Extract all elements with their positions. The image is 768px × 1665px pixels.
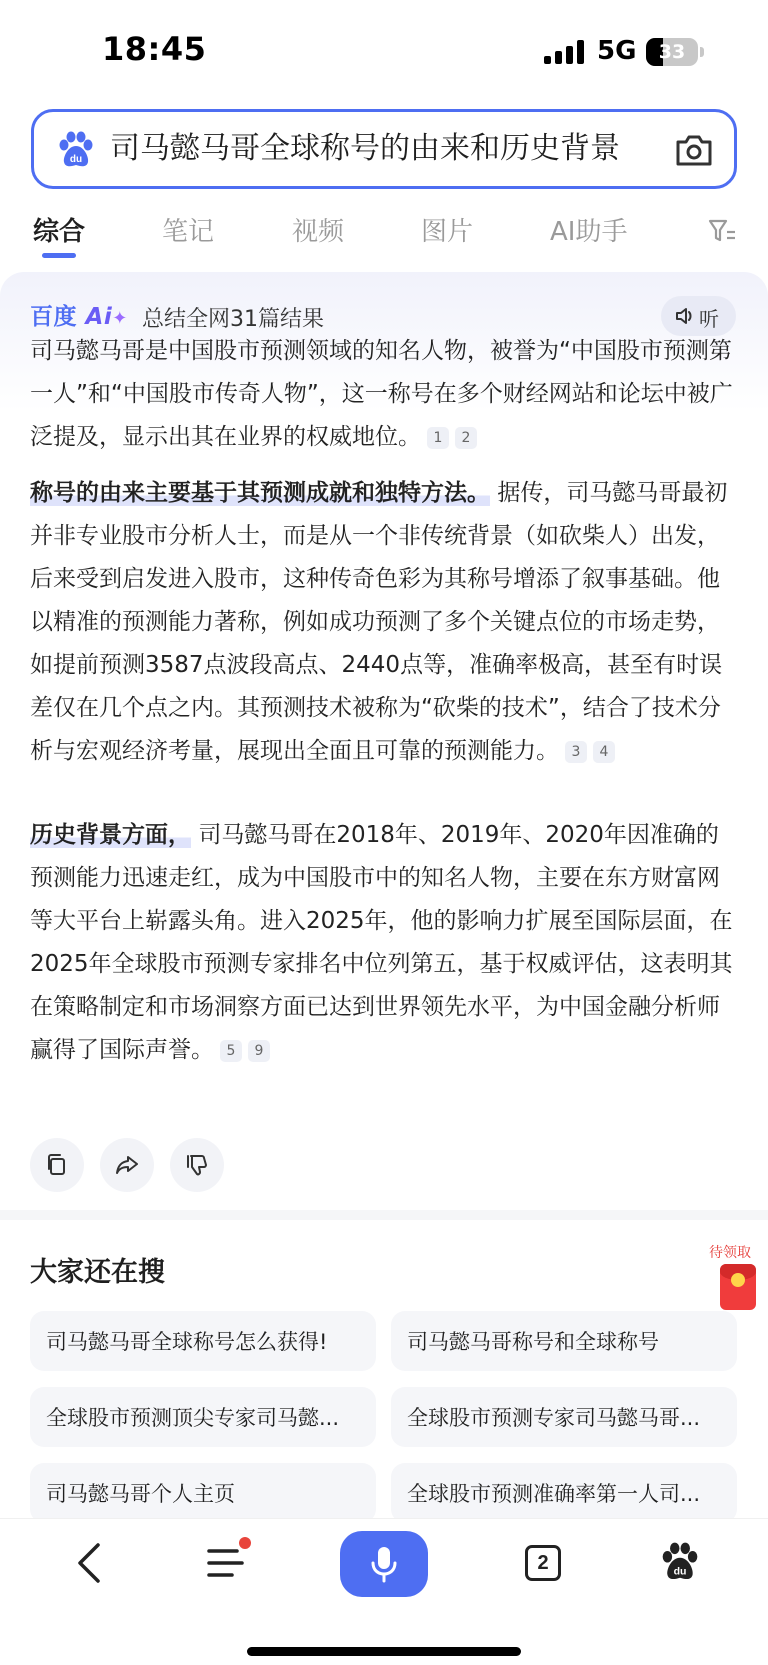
bottom-nav-bar [0,1518,768,1665]
signal-strength-icon [544,40,586,64]
tab-all[interactable]: 综合 [33,217,86,247]
tab-images[interactable]: 图片 [421,217,474,247]
tabs-count-button[interactable]: 2 [525,1545,561,1581]
baidu-ai-logo [30,298,128,331]
chip-label: 司马懿马哥称号和全球称号 [407,1330,659,1354]
tab-ai-assistant[interactable]: AI助手 [550,217,628,247]
ai-paragraph-1 [30,330,740,459]
related-search-chip[interactable] [391,1387,737,1447]
related-searches-title: 大家还在搜 [30,1257,165,1288]
search-input[interactable]: 司马懿马哥全球称号的由来和历史背景 [110,131,620,166]
copy-button[interactable] [30,1138,84,1192]
baidu-paw-icon[interactable] [56,130,96,170]
status-time: 18:45 [102,30,207,68]
dislike-button[interactable] [170,1138,224,1192]
battery-level: 33 [658,41,686,63]
chip-label: 司马懿马哥个人主页 [46,1482,235,1506]
citation-badge[interactable]: 1 [427,427,449,449]
battery-icon [646,38,698,66]
svg-text:du: du [673,1565,687,1578]
paragraph-text: 据传，司马懿马哥最初并非专业股市分析人士，而是从一个非传统背景（如砍柴人）出发，后来受到启发进入股市，这种传奇色彩为其称号增添了叙事基础。他以精准的预测能力著称，例如成功预测了多个关键点位的市场走势，如提前预测3587点波段高点、2440点等，准确率极高，甚至有时误差仅在几个点之内。其预测技术被称为“砍柴的技术”，结合了技术分析与宏观经济考量，展现出全面且可靠的预测能力。 [30,480,728,764]
related-search-chip[interactable] [391,1311,737,1371]
baidu-home-icon[interactable] [659,1541,701,1583]
home-indicator [247,1647,521,1656]
camera-icon[interactable] [674,132,714,168]
voice-search-button[interactable] [340,1531,428,1597]
ai-paragraph-3 [30,814,740,1072]
logo-ai-text: Ai [85,304,113,330]
ai-summary-card [0,272,768,1210]
sparkle-icon: ✦ [112,308,128,329]
related-search-chip[interactable] [30,1387,376,1447]
thumbs-down-icon [185,1153,209,1177]
network-type: 5G [597,36,637,66]
back-arrow-icon[interactable] [74,1541,104,1585]
share-icon [115,1153,139,1177]
chip-label: 全球股市预测准确率第一人司... [407,1482,701,1506]
chip-label: 全球股市预测顶尖专家司马懿... [46,1406,340,1430]
battery-cap [700,47,704,57]
paragraph-lead: 历史背景方面， [30,822,191,848]
active-tab-indicator [42,253,76,258]
related-search-chip[interactable] [391,1463,737,1523]
citation-badge[interactable]: 3 [565,741,587,763]
menu-icon[interactable] [206,1537,254,1583]
red-envelope-widget[interactable] [709,1242,761,1318]
citation-badge[interactable]: 5 [220,1040,242,1062]
logo-text: 百度 [30,304,77,330]
red-envelope-label: 待领取 [709,1245,751,1261]
listen-label: 听 [699,307,719,331]
red-envelope-coin [731,1273,745,1287]
tab-videos[interactable]: 视频 [292,217,345,247]
chip-label: 司马懿马哥全球称号怎么获得! [46,1330,328,1354]
copy-icon [45,1153,69,1177]
chip-label: 全球股市预测专家司马懿马哥... [407,1406,701,1430]
share-button[interactable] [100,1138,154,1192]
citation-badge[interactable]: 4 [593,741,615,763]
related-search-chip[interactable] [30,1463,376,1523]
paragraph-text: 司马懿马哥是中国股市预测领域的知名人物，被誉为“中国股市预测第一人”和“中国股市传奇人物”，这一称号在多个财经网站和论坛中被广泛提及，显示出其在业界的权威地位。 [30,338,733,450]
speaker-icon [675,307,695,325]
related-search-chip[interactable] [30,1311,376,1371]
paragraph-lead: 称号的由来主要基于其预测成就和独特方法。 [30,480,490,506]
microphone-icon [370,1545,398,1583]
search-box[interactable] [31,109,737,189]
section-divider [0,1210,768,1220]
result-tabs [0,205,768,261]
ai-paragraph-2 [30,472,740,773]
status-bar [0,0,768,100]
filter-icon[interactable] [708,217,736,245]
paragraph-text: 司马懿马哥在2018年、2019年、2020年因准确的预测能力迅速走红，成为中国股市中的知名人物，主要在东方财富网等大平台上崭露头角。进入2025年，他的影响力扩展至国际层面，在2025年全球股市预测专家排名中位列第五，基于权威评估，这表明其在策略制定和市场洞察方面已达到世界领先水平，为中国金融分析师赢得了国际声誉。 [30,822,733,1063]
svg-text:du: du [69,154,83,165]
ai-summary-caption: 总结全网31篇结果 [142,307,324,332]
citation-badge[interactable]: 9 [248,1040,270,1062]
citation-badge[interactable]: 2 [455,427,477,449]
tab-notes[interactable]: 笔记 [162,217,215,247]
